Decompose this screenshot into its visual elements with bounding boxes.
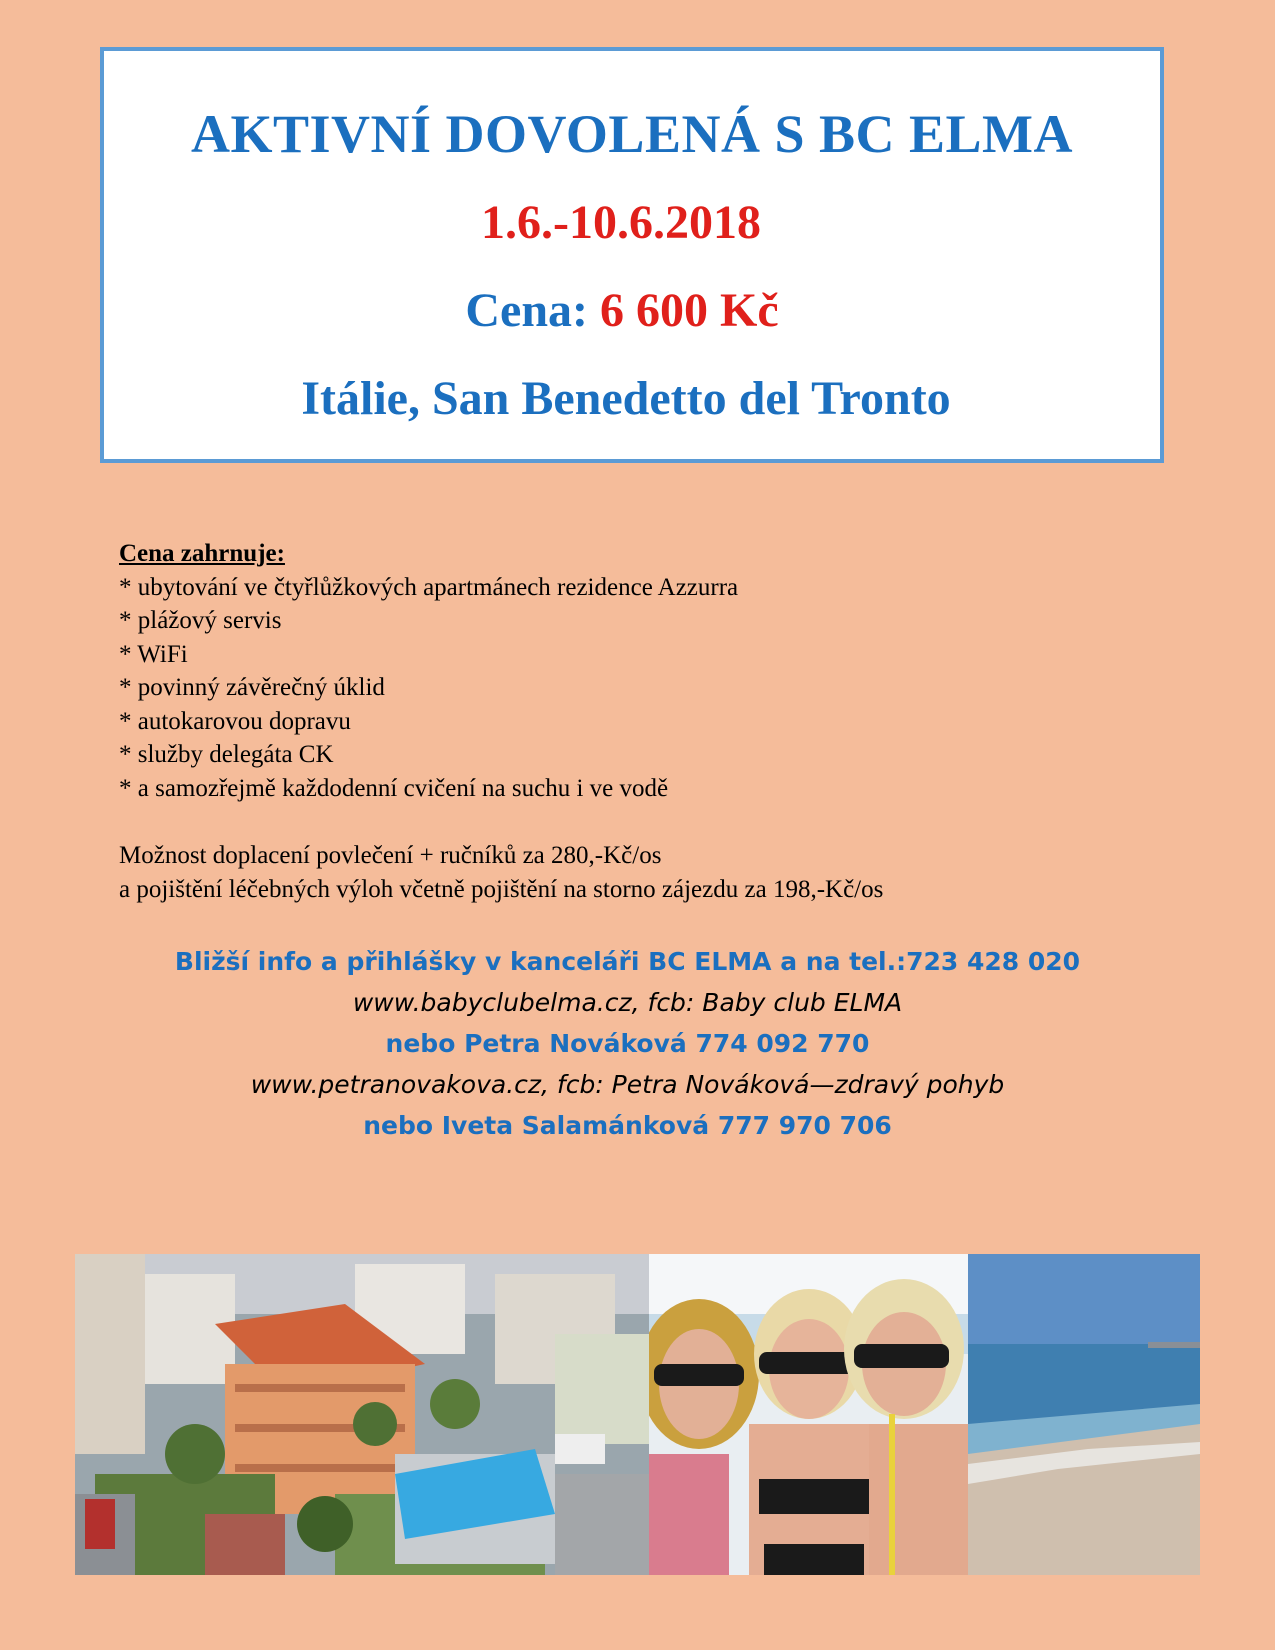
list-item: * povinný závěrečný úklid bbox=[119, 674, 385, 701]
includes-heading: Cena zahrnuje: bbox=[119, 540, 285, 567]
list-item: * služby delegáta CK bbox=[119, 741, 334, 768]
hotel-aerial-photo bbox=[75, 1254, 649, 1575]
page-title: AKTIVNÍ DOVOLENÁ S BC ELMA bbox=[190, 104, 1074, 164]
extras-line: a pojištění léčebných výloh včetně pojištění na storno zájezdu za 198,-Kč/os bbox=[119, 875, 884, 903]
extras-section bbox=[119, 839, 883, 906]
list-item: * ubytování ve čtyřlůžkových apartmánech rezidence Azzurra bbox=[119, 573, 739, 601]
contact-web-elma: www.babyclubelma.cz, fcb: Baby club ELMA bbox=[352, 988, 903, 1017]
includes-section bbox=[119, 537, 738, 805]
contact-web-petra: www.petranovakova.cz, fcb: Petra Nováková—zdravý pohyb bbox=[250, 1070, 1005, 1099]
header-box bbox=[100, 47, 1164, 463]
friends-beach-photo bbox=[649, 1254, 968, 1575]
contact-office-phone: Bližší info a přihlášky v kanceláři BC ELMA a na tel.:723 428 020 bbox=[174, 947, 1081, 976]
list-item: * plážový servis bbox=[119, 607, 282, 634]
contact-section bbox=[0, 941, 1255, 1146]
extras-line: Možnost doplacení povlečení + ručníků za 280,-Kč/os bbox=[119, 842, 662, 869]
price-label: Cena: bbox=[465, 284, 588, 337]
list-item: * WiFi bbox=[119, 640, 188, 668]
contact-petra-phone: nebo Petra Nováková 774 092 770 bbox=[385, 1029, 870, 1058]
sea-shore-photo bbox=[968, 1254, 1200, 1575]
list-item: * autokarovou dopravu bbox=[119, 707, 351, 735]
location: Itálie, San Benedetto del Tronto bbox=[301, 372, 951, 425]
price-value: 6 600 Kč bbox=[600, 284, 779, 337]
event-dates: 1.6.-10.6.2018 bbox=[481, 196, 761, 249]
list-item: * a samozřejmě každodenní cvičení na suchu i ve vodě bbox=[119, 774, 669, 802]
price-line bbox=[84, 283, 1160, 338]
contact-iveta-phone: nebo Iveta Salamánková 777 970 706 bbox=[363, 1111, 892, 1140]
